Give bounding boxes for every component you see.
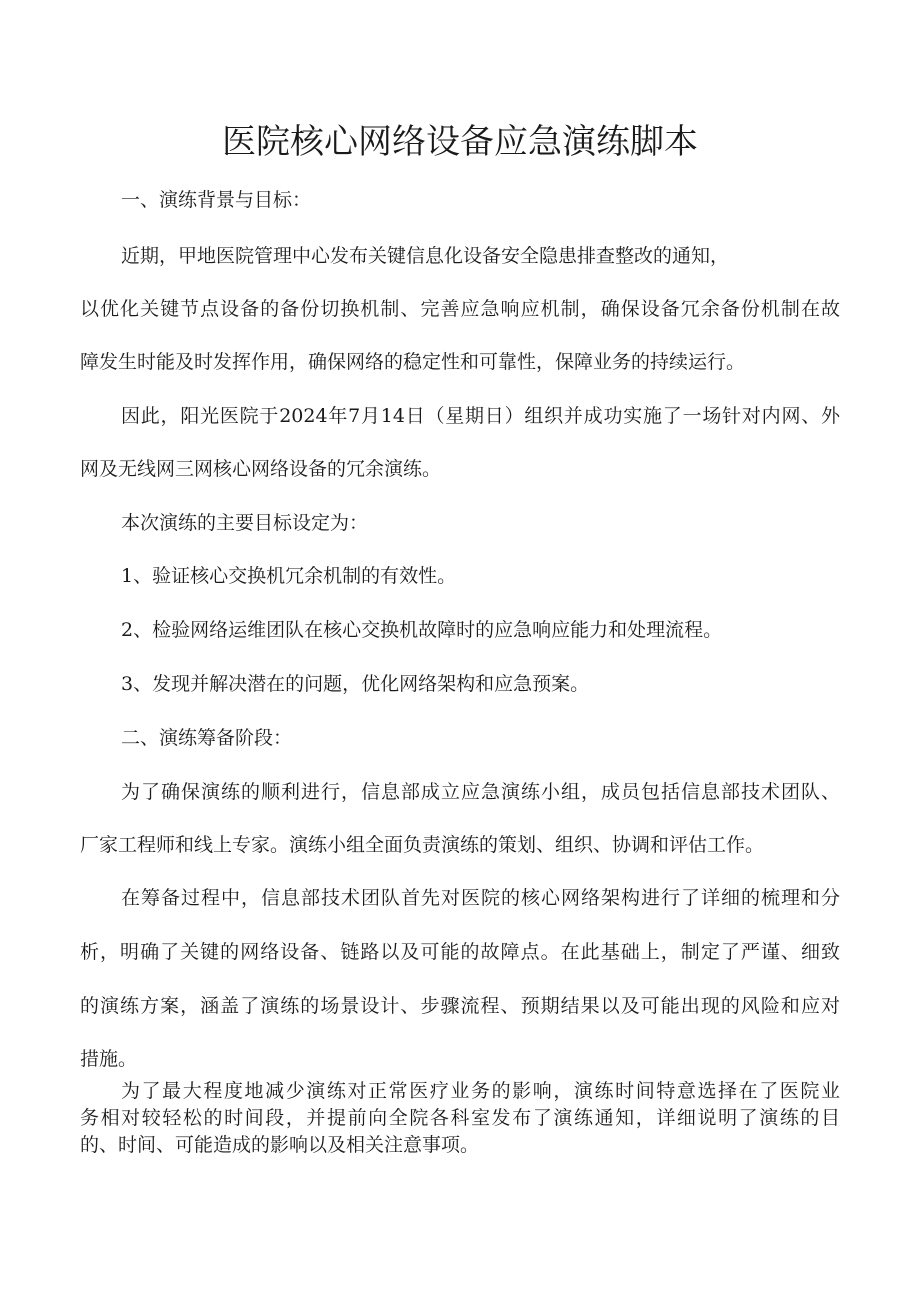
paragraph-line: 障发生时能及时发挥作用，确保网络的稳定性和可靠性，保障业务的持续运行。 <box>80 351 746 373</box>
paragraph-line: 本次演练的主要目标设定为： <box>121 512 369 534</box>
paragraph-line: 网及无线网三网核心网络设备的冗余演练。 <box>80 458 442 480</box>
list-item: 1、验证核心交换机冗余机制的有效性。 <box>121 565 457 587</box>
paragraph-line: 析，明确了关键的网络设备、链路以及可能的故障点。在此基础上，制定了严谨、细致 <box>80 941 840 963</box>
paragraph-line: 的演练方案，涵盖了演练的场景设计、步骤流程、预期结果以及可能出现的风险和应对 <box>80 995 840 1017</box>
paragraph-line: 以优化关键节点设备的备份切换机制、完善应急响应机制，确保设备冗余备份机制在故 <box>80 298 840 320</box>
paragraph-line: 近期，甲地医院管理中心发布关键信息化设备安全隐患排查整改的通知， <box>121 245 730 267</box>
paragraph-line: 为了确保演练的顺利进行，信息部成立应急演练小组，成员包括信息部技术团队、 <box>121 781 840 803</box>
list-item: 3、发现并解决潜在的问题，优化网络架构和应急预案。 <box>121 673 590 695</box>
paragraph-line: 措施。 <box>80 1048 138 1070</box>
section-heading-background: 一、演练背景与目标： <box>121 189 312 211</box>
document-title: 医院核心网络设备应急演练脚本 <box>222 122 698 162</box>
paragraph-line: 在筹备过程中，信息部技术团队首先对医院的核心网络架构进行了详细的梳理和分 <box>121 887 840 909</box>
paragraph-line: 的、时间、可能造成的影响以及相关注意事项。 <box>80 1134 480 1156</box>
paragraph-line: 厂家工程师和线上专家。演练小组全面负责演练的策划、组织、协调和评估工作。 <box>80 834 765 856</box>
paragraph-line: 因此，阳光医院于2024年7月14日（星期日）组织并成功实施了一场针对内网、外 <box>121 405 840 427</box>
paragraph-line: 为了最大程度地减少演练对正常医疗业务的影响，演练时间特意选择在了医院业 <box>121 1080 840 1102</box>
list-item: 2、检验网络运维团队在核心交换机故障时的应急响应能力和处理流程。 <box>121 619 723 641</box>
section-heading-preparation: 二、演练筹备阶段： <box>121 727 293 749</box>
paragraph-line: 务相对较轻松的时间段，并提前向全院各科室发布了演练通知，详细说明了演练的目 <box>80 1107 840 1129</box>
